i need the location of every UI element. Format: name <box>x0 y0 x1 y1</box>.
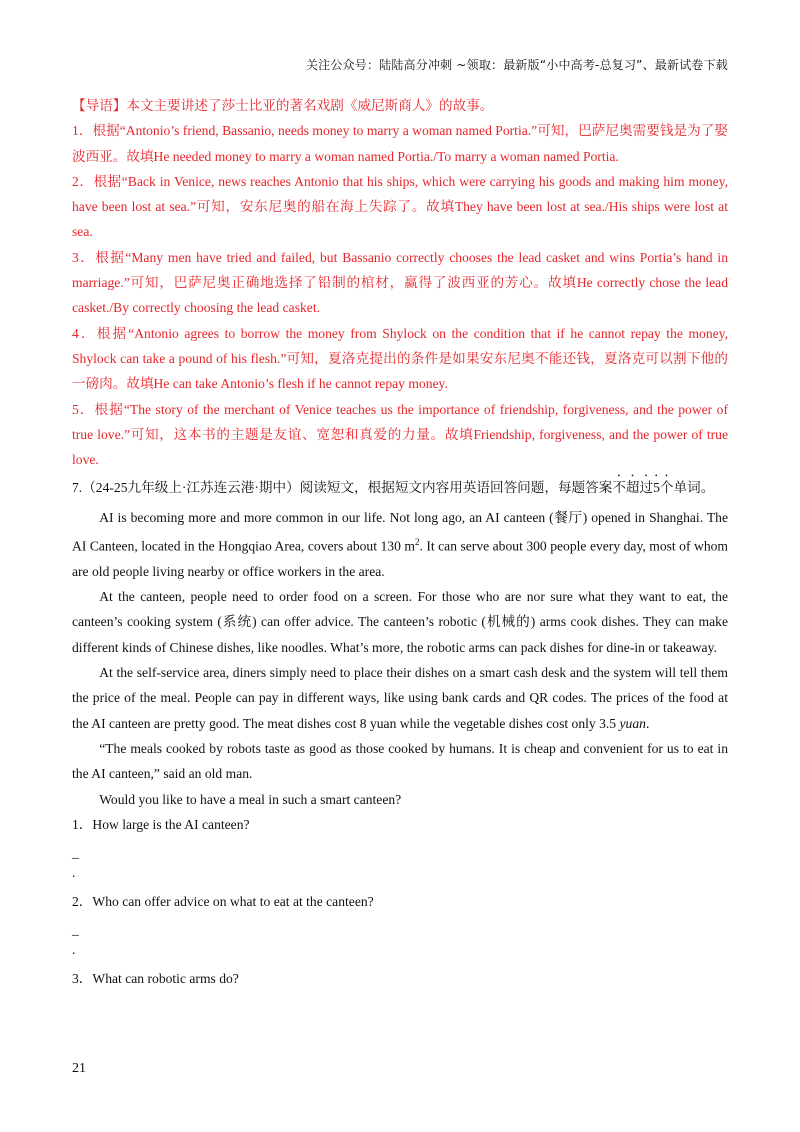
answer-item-1: 1．根据“Antonio’s friend, Bassanio, needs money to marry a woman named Portia.”可知，巴萨尼奥需要钱是为了娶波西亚。故填He needed money to marry a woman named Portia./To marry a woman named Portia. <box>72 123 728 164</box>
passage-paragraph-5: Would you like to have a meal in such a smart canteen? <box>99 791 402 807</box>
answer-item-4: 4．根据“Antonio agrees to borrow the money from Shylock on the condition that if he cannot repay the money, Shylock can take a pound of his flesh.”可知，夏洛克提出的条件是如果安东尼奥不能还钱，夏洛克可以割下他的一磅肉。故填He can take Antonio’s flesh if he cannot repay money. <box>72 325 728 392</box>
passage-p1-text: AI is becoming more and more common in our life. Not long ago, an AI canteen (餐厅) opened in Shanghai. The AI Canteen, located in the Hongqiao Area, covers about 130 m <box>72 509 728 554</box>
page-header: 关注公众号：陆陆高分冲刺 ~领取：最新版“小中高考-总复习”、最新试卷下载 <box>305 58 728 72</box>
passage-paragraph-2: At the canteen, people need to order food on a screen. For those who are nor sure what they want to eat, the canteen’s cooking system (系统) can offer advice. The canteen’s robotic (机械的) arms cook dishes. They can make different kinds of Chinese dishes, like noodles. What’s more, the robotic arms can pack dishes for dine-in or takeaway. <box>72 589 728 655</box>
answer-intro: 【导语】本文主要讲述了莎士比亚的著名戏剧《威尼斯商人》的故事。 <box>72 98 494 113</box>
passage-p3-italic: yuan <box>619 715 646 731</box>
question7-instruction <box>72 472 728 500</box>
passage-paragraph-3 <box>72 660 728 736</box>
page-content <box>72 93 728 992</box>
question7-prefix: 7.（24-25九年级上·江苏连云港·期中）阅读短文，根据短文内容用英语回答问题，每题答案 <box>72 480 613 496</box>
answer-item-3: 3．根据“Many men have tried and failed, but Bassanio correctly chooses the lead casket and wins Portia’s hand in marriage.”可知，巴萨尼奥正确地选择了铅制的棺材，赢得了波西亚的芳心。故填He correctly chose the lead casket./By correctly choosing the lead casket. <box>72 249 728 316</box>
passage-p3-text: At the self-service area, diners simply need to place their dishes on a smart cash desk and the system will tell them the price of the meal. People can pay in different ways, like using bank cards and QR codes. The prices of the food at the AI canteen are pretty good. The meat dishes cost 8 yuan while the vegetable dishes cost only 3.5 <box>72 665 728 731</box>
answer-item-2: 2．根据“Back in Venice, news reaches Antonio that his ships, which were carrying his goods and making him money, have been lost at sea.”可知，安东尼奥的船在海上失踪了。故填They have been lost at sea./His ships were lost at sea. <box>72 173 728 240</box>
question7-emphasis: 不超过5个 <box>612 480 674 496</box>
question-2: 2．Who can offer advice on what to eat at the canteen? <box>72 894 374 910</box>
question-1: 1．How large is the AI canteen? <box>72 816 250 832</box>
answer-blank-1-line: _ <box>72 845 79 861</box>
answer-blank-1-end: . <box>72 865 76 881</box>
passage-p1-text-end: . It can serve about 300 people every day, most of whom are old people living nearby or office workers in the area. <box>72 538 728 579</box>
passage-p1-superscript: 2 <box>414 537 420 548</box>
question7-suffix: 单词。 <box>673 480 715 496</box>
answer-blank-2-line: _ <box>72 922 79 938</box>
answer-blank-2-end: . <box>72 942 76 958</box>
answer-blank-1[interactable] <box>72 843 728 883</box>
page-number: 21 <box>72 1061 86 1076</box>
passage-paragraph-4: “The meals cooked by robots taste as good as those cooked by humans. It is cheap and convenient for us to eat in the AI canteen,” said an old man. <box>72 740 728 782</box>
passage-p3-text-end: . <box>645 715 650 731</box>
answer-item-5: 5．根据“The story of the merchant of Venice teaches us the importance of friendship, forgiveness, and the power of true love.”可知，这本书的主题是友谊、宽恕和真爱的力量。故填Friendship, forgiveness, and the power of true love. <box>72 401 728 468</box>
question-3: 3．What can robotic arms do? <box>72 971 239 987</box>
passage-paragraph-1 <box>72 505 728 584</box>
answer-blank-2[interactable] <box>72 920 728 960</box>
